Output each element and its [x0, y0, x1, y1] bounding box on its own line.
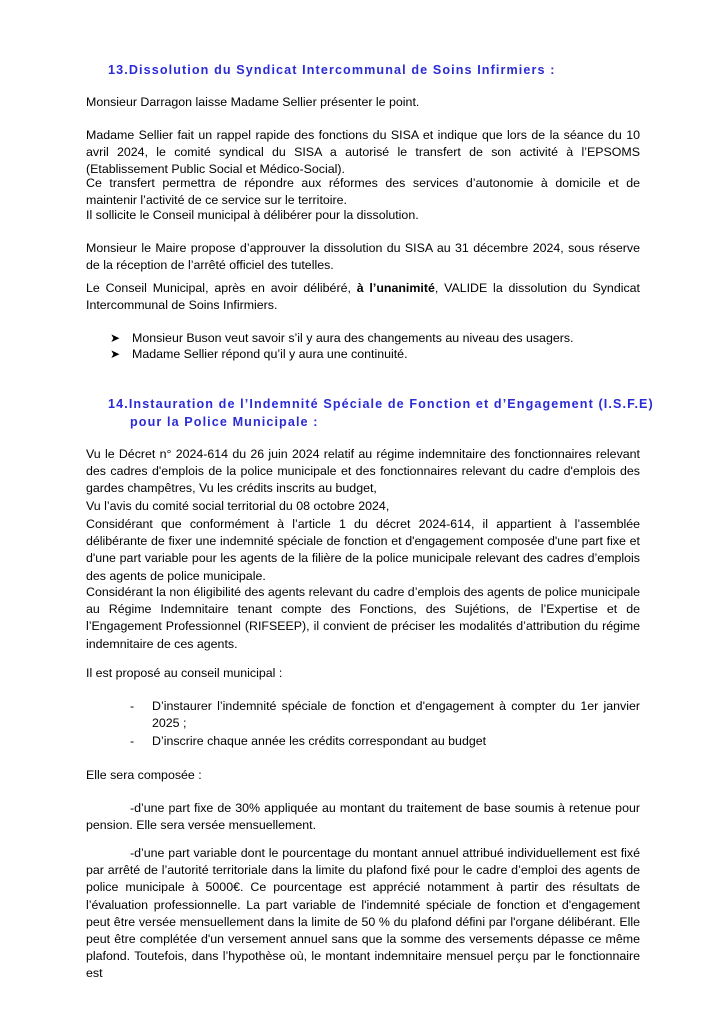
paragraph: Considérant que conformément à l’article 1 du décret 2024-614, il appartient à l’assemblée délibérante de fixer une indemnité spéciale de fonction et d'engagement composée d'une part fixe et d'une part variable pour les agents de la filière de la police municipale relevant des cadres d’emplois des agents de police municipale. [86, 517, 640, 583]
paragraph: Monsieur Darragon laisse Madame Sellier présenter le point. [86, 95, 420, 109]
paragraph: Madame Sellier fait un rappel rapide des fonctions du SISA et indique que lors de la séance du 10 avril 2024, le comité syndical du SISA a autorisé le transfert de son activité à l’EPSOMS (Etablissement Public Social et Médico-Social). [86, 128, 640, 177]
list-item-text: Monsieur Buson veut savoir s’il y aura des changements au niveau des usagers. [132, 331, 574, 345]
list-item [110, 346, 630, 363]
list-item-text: D’inscrire chaque année les crédits correspondant au budget [152, 734, 487, 748]
paragraph: Vu le Décret n° 2024-614 du 26 juin 2024 relatif au régime indemnitaire des fonctionnaires relevant des cadres d'emplois de la police municipale et des fonctionnaires relevant du cadre d'emplois des gardes champêtres, Vu les crédits inscrits au budget, [86, 447, 640, 496]
section-13-title: Dissolution du Syndicat Intercommunal de Soins Infirmiers : [128, 63, 556, 77]
list-item [110, 330, 630, 347]
paragraph: Ce transfert permettra de répondre aux réformes des services d’autonomie à domicile et de maintenir l’activité de ce service sur le territoire. [86, 176, 640, 208]
dash-bullet-icon: - [130, 734, 135, 748]
paragraph: -d’une part fixe de 30% appliquée au montant du traitement de base soumis à retenue pour pension. Elle sera versée mensuellement. [86, 801, 640, 833]
section-14-number: 14. [108, 397, 129, 411]
section-13-number: 13. [108, 63, 129, 77]
list-item [130, 733, 640, 750]
paragraph: Vu l’avis du comité social territorial du 08 octobre 2024, [86, 499, 390, 513]
paragraph: Monsieur le Maire propose d’approuver la dissolution du SISA au 31 décembre 2024, sous réserve de la réception de l’arrêté officiel des tutelles. [86, 241, 640, 273]
decision-paragraph [86, 280, 640, 314]
decision-text: , VALIDE la dissolution du Syndicat Intercommunal de Soins Infirmiers. [86, 281, 640, 313]
arrow-bullet-icon: ➤ [110, 347, 121, 361]
paragraph: Considérant la non éligibilité des agents relevant du cadre d’emplois des agents de police municipale au Régime Indemnitaire tenant compte des Fonctions, des Sujétions, de l’Expertise et de l’Engagement Professionnel (RIFSEEP), il convient de préciser les modalités d’attribution du régime indemnitaire de ces agents. [86, 585, 640, 651]
decision-unanimity: à l’unanimité [356, 281, 435, 295]
decision-text: Le Conseil Municipal, après en avoir délibéré, [86, 281, 357, 295]
list-item [130, 698, 640, 732]
paragraph: Il est proposé au conseil municipal : [86, 666, 283, 680]
list-item-text: Madame Sellier répond qu’il y aura une continuité. [132, 347, 408, 361]
paragraph: -d’une part variable dont le pourcentage du montant annuel attribué individuellement est fixé par arrêté de l’autorité territoriale dans la limite du plafond fixé pour le cadre d’emploi des agents de police municipale à 5000€. Ce pourcentage est apprécié notamment à partir des résultats de l’évaluation professionnelle. La part variable de l'indemnité spéciale de fonction et d'engagement peut être versée mensuellement dans la limite de 50 % du plafond défini par l'organe délibérant. Elle peut être complétée d'un versement annuel sans que la somme des versements dépasse ce même plafond. Toutefois, dans l’hypothèse où, le montant indemnitaire mensuel perçu par le fonctionnaire est [86, 846, 640, 981]
dash-bullet-icon: - [130, 699, 135, 713]
section-14-title-line1: Instauration de l’Indemnité Spéciale de Fonction et d’Engagement (I.S.F.E) [128, 397, 654, 411]
section-13-heading [108, 61, 648, 79]
arrow-bullet-icon: ➤ [110, 331, 121, 345]
list-item-text: D’instaurer l’indemnité spéciale de fonction et d'engagement à compter du 1er janvier 2025 ; [152, 699, 640, 731]
paragraph: Il sollicite le Conseil municipal à délibérer pour la dissolution. [86, 208, 419, 222]
paragraph: Elle sera composée : [86, 768, 202, 782]
section-14-heading-line2: pour la Police Municipale : [130, 415, 319, 429]
section-14-heading [108, 395, 668, 413]
